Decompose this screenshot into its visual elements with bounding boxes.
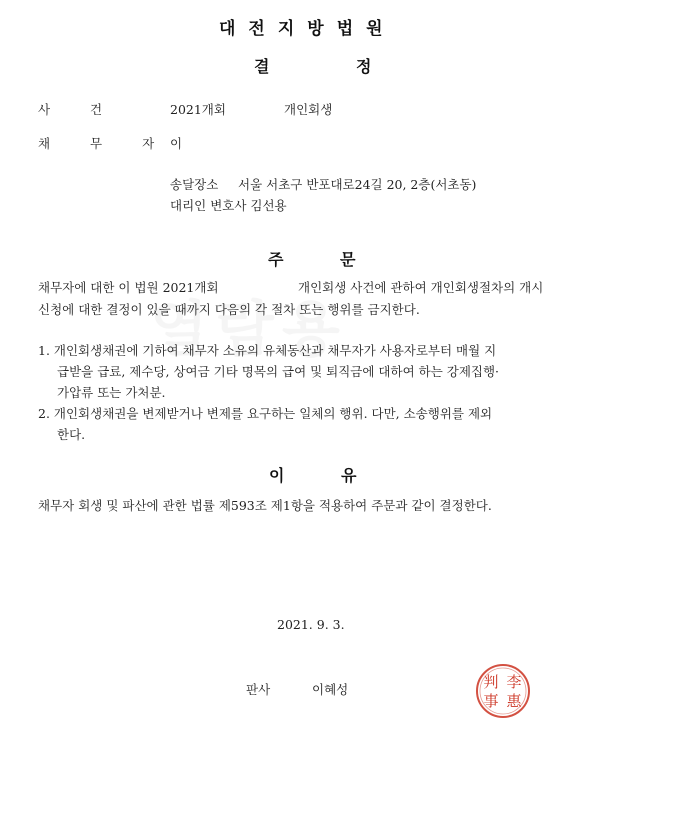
seal-char-4: 惠 xyxy=(506,692,522,710)
reason-heading-right: 유 xyxy=(341,466,357,485)
case-number: 2021개회 xyxy=(170,102,226,117)
reason-text: 채무자 회생 및 파산에 관한 법률 제593조 제1항을 적용하여 주문과 같이 결정한다. xyxy=(38,498,492,513)
order-line-1b: 개인회생 사건에 관하여 개인회생절차의 개시 xyxy=(298,280,544,295)
debtor-name: 이 xyxy=(170,136,183,151)
seal-char-1: 判 xyxy=(483,673,499,691)
item-2-line-2: 한다. xyxy=(57,427,86,442)
agent-line: 대리인 변호사 김선용 xyxy=(170,198,287,213)
item-2-line-1: 2. 개인회생채권을 변제받거나 변제를 요구하는 일체의 행위. 다만, 소송행위를 제외 xyxy=(38,406,493,421)
order-line-2: 신청에 대한 결정이 있을 때까지 다음의 각 절차 또는 행위를 금지한다. xyxy=(38,302,420,317)
delivery-label: 송달장소 xyxy=(170,177,219,192)
delivery-address: 서울 서초구 반포대로24길 20, 2층(서초동) xyxy=(238,177,477,192)
order-heading-right: 문 xyxy=(340,250,356,269)
decision-date: 2021. 9. 3. xyxy=(277,617,345,632)
item-1-line-3: 가압류 또는 가처분. xyxy=(57,385,166,400)
seal-char-3: 李 xyxy=(506,673,522,691)
item-1-line-2: 급받을 급료, 제수당, 상여금 기타 명목의 급여 및 퇴직금에 대하여 하는 강제집행· xyxy=(57,364,500,379)
order-line-1a: 채무자에 대한 이 법원 2021개회 xyxy=(38,280,219,295)
document-title-right: 정 xyxy=(356,57,372,76)
debtor-label: 채 무 자 xyxy=(38,136,173,151)
judge-label: 판사 xyxy=(246,682,271,697)
reason-heading-left: 이 xyxy=(269,466,285,485)
document-title-left: 결 xyxy=(254,57,270,76)
judge-name: 이혜성 xyxy=(312,682,349,697)
judge-seal-stamp xyxy=(474,662,532,720)
case-label: 사 건 xyxy=(38,102,121,117)
seal-char-2: 事 xyxy=(483,692,499,710)
case-type: 개인회생 xyxy=(284,102,333,117)
order-heading-left: 주 xyxy=(268,250,284,269)
court-name: 대전지방법원 xyxy=(219,19,396,39)
item-1-line-1: 1. 개인회생채권에 기하여 채무자 소유의 유체동산과 채무자가 사용자로부터 매월 지 xyxy=(38,343,497,358)
